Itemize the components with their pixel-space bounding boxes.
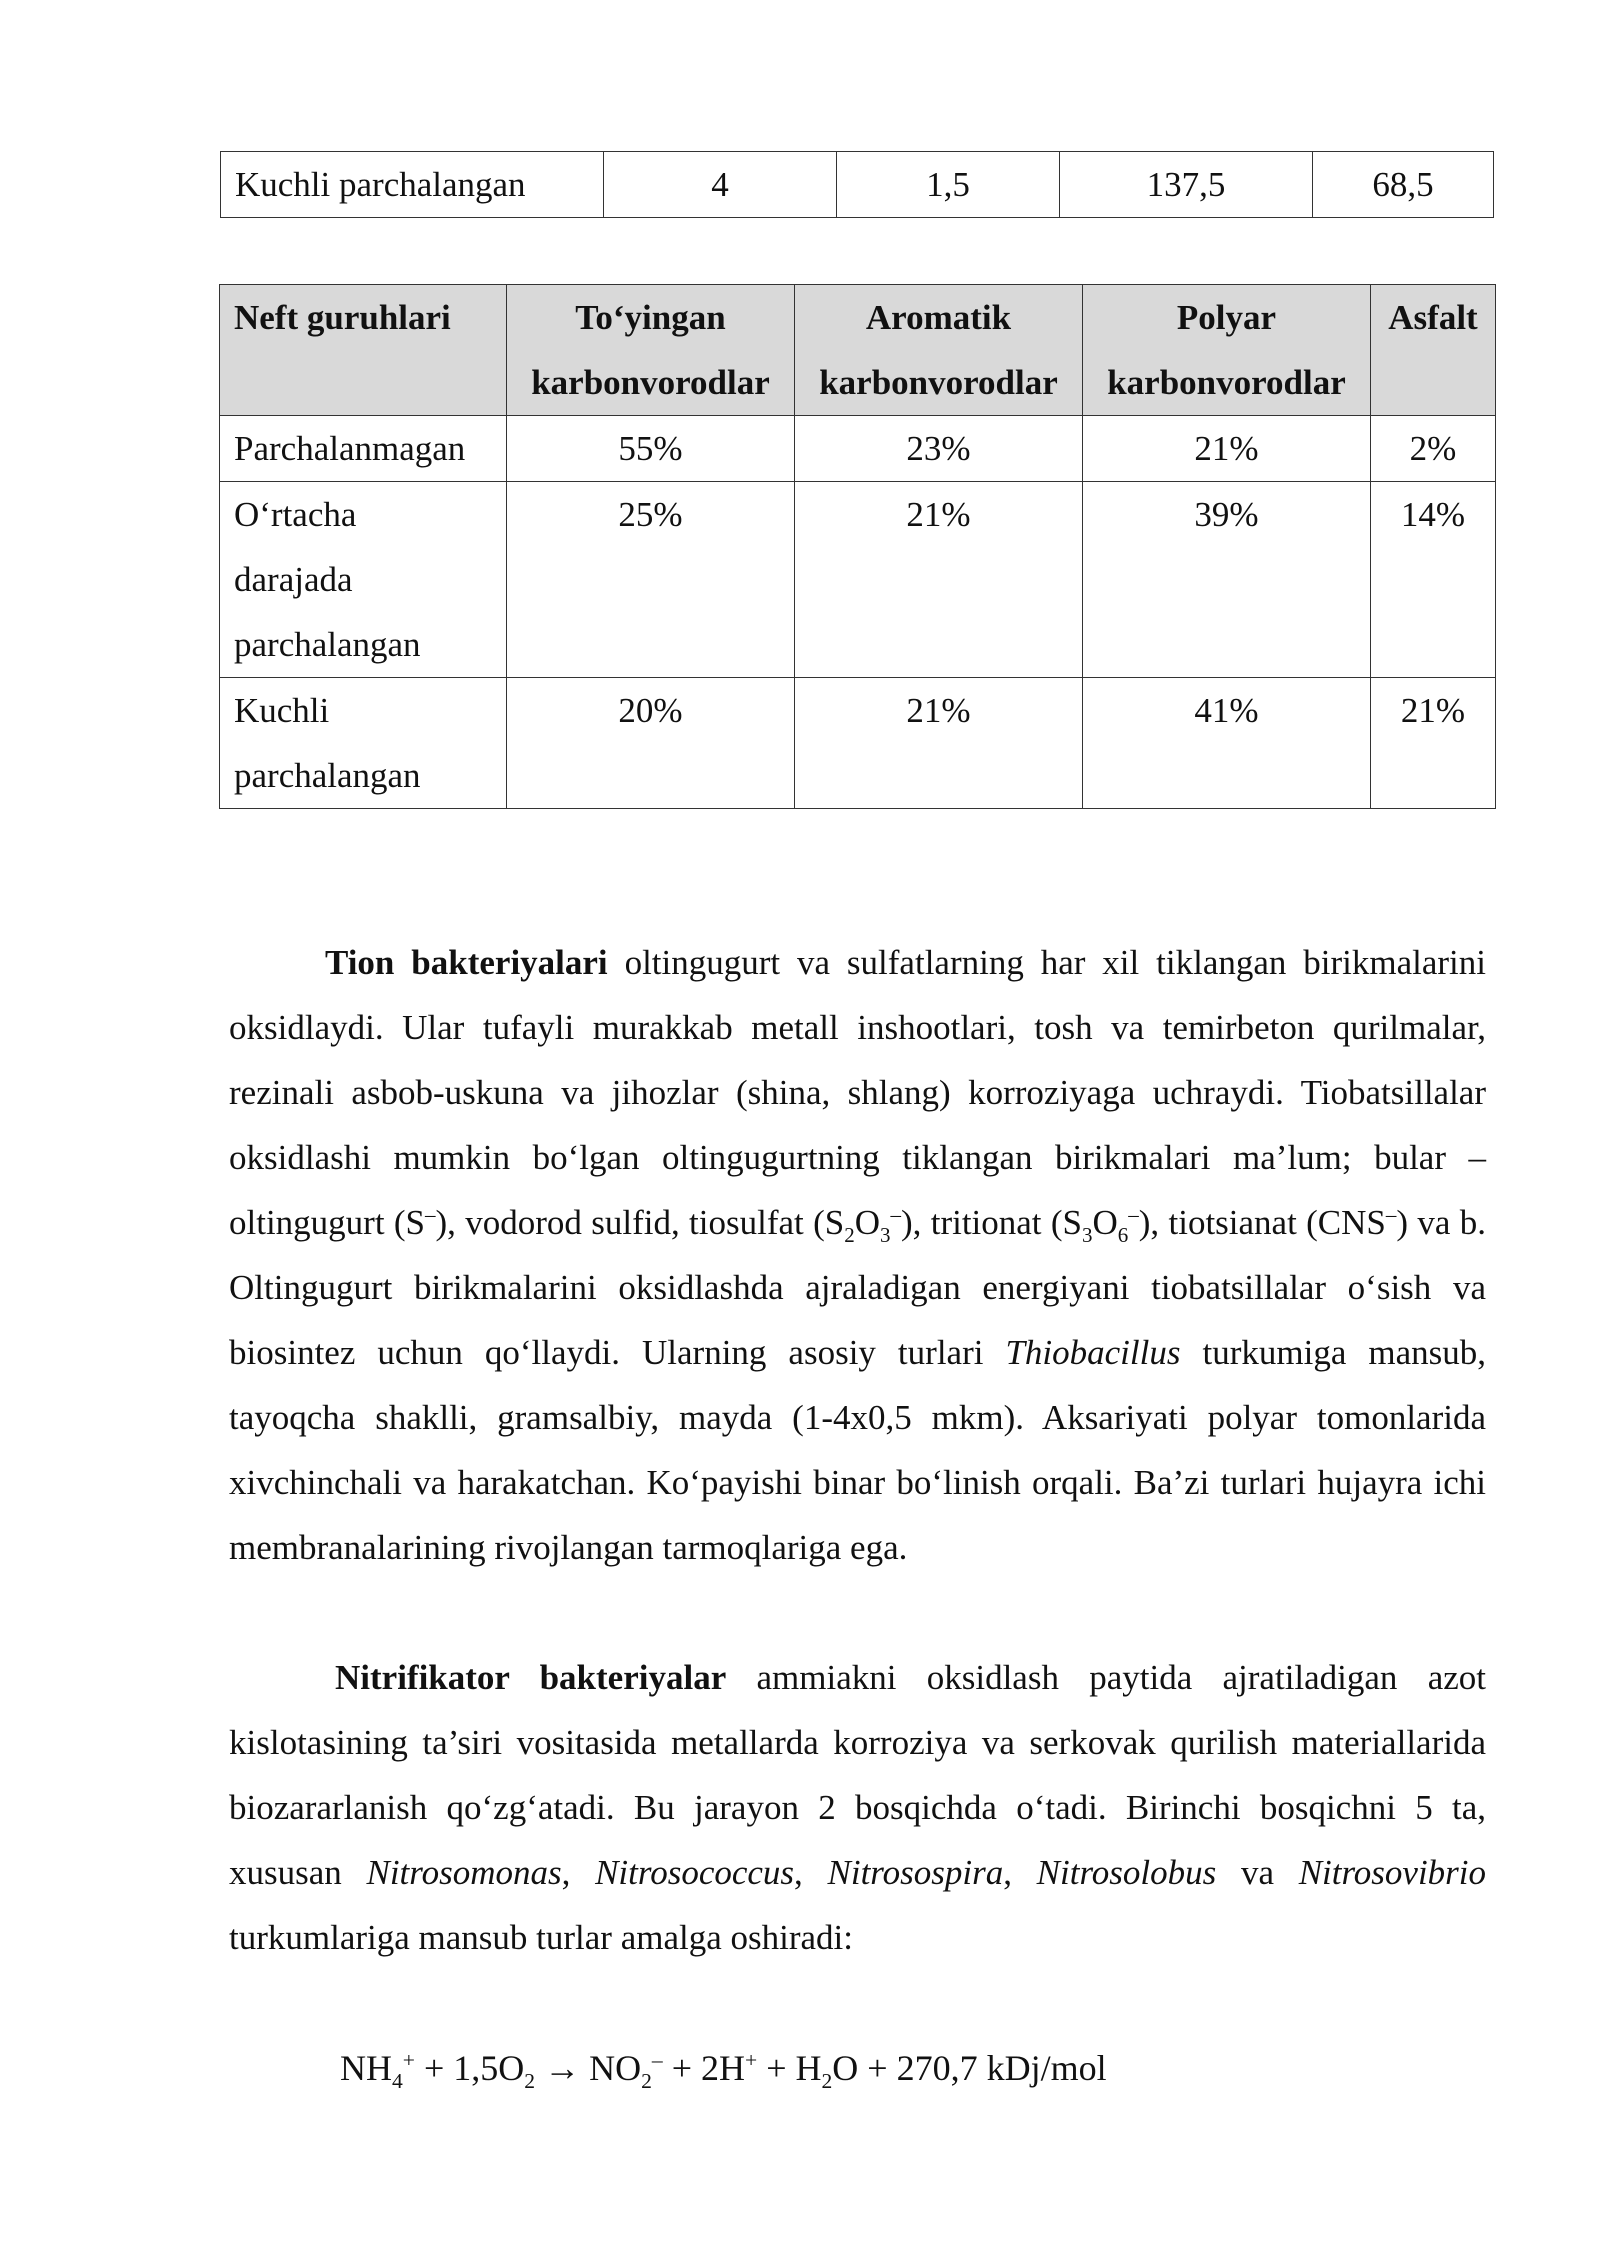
table-row: [220, 416, 1496, 482]
table-cell: 20%: [507, 678, 795, 809]
table-cell: 2%: [1371, 416, 1496, 482]
table-cell: 25%: [507, 482, 795, 678]
row-label: Kuchli parchalangan: [220, 678, 507, 809]
header-asphalt: Asfalt: [1371, 285, 1496, 416]
table-cell: 68,5: [1313, 152, 1494, 218]
table-cell: 55%: [507, 416, 795, 482]
genus-name: Thiobacillus: [1005, 1333, 1181, 1372]
table-cell: 39%: [1083, 482, 1371, 678]
table-cell: 1,5: [837, 152, 1060, 218]
header-aromatic: Aromatik karbonvorodlar: [795, 285, 1083, 416]
table-cell: 21%: [1083, 416, 1371, 482]
header-saturated: To‘yingan karbonvorodlar: [507, 285, 795, 416]
chemical-equation: $NH_4^+ + 1,5O_2 \to NO_2^- + 2H^+ + H_2O + 270,7$ kDj/mol: [340, 2048, 1107, 2094]
table-row: [220, 482, 1496, 678]
table-row: [221, 152, 1494, 218]
term-nitrifying-bacteria: Nitrifikator bakteriyalar: [335, 1658, 727, 1697]
header-oil-groups: Neft guruhlari: [220, 285, 507, 416]
paragraph-nitrifying-bacteria: Nitrifikator bakteriyalar ammiakni oksidlash paytida ajratiladigan azot kislotasining ta’siri vositasida metallarda korroziya va serkovak qurilish materiallarida biozararlanish qo‘zg‘atadi. Bu jarayon 2 bosqichda o‘tadi. Birinchi bosqichni 5 ta, xususan Nitrosomonas, Nitrosococcus, Nitrosospira, Nitrosolobus va Nitrosovibrio turkumlariga mansub turlar amalga oshiradi:: [229, 1658, 1487, 1957]
table-cell: 21%: [1371, 678, 1496, 809]
table-cell: 4: [604, 152, 837, 218]
header-polar: Polyar karbonvorodlar: [1083, 285, 1371, 416]
table-row: [220, 678, 1496, 809]
table-cell: 137,5: [1060, 152, 1313, 218]
table-cell: 21%: [795, 482, 1083, 678]
term-thion-bacteria: Tion bakteriyalari: [325, 943, 608, 982]
paragraph-thion-bacteria: Tion bakteriyalari oltingugurt va sulfatlarning har xil tiklangan birikmalarini oksidlaydi. Ular tufayli murakkab metall inshootlari, tosh va temirbeton qurilmalar, rezinali asbob-uskuna va jihozlar (shina, shlang) korroziyaga uchraydi. Tiobatsillalar oksidlashi mumkin bo‘lgan oltingugurtning tiklangan birikmalari ma’lum; bular – oltingugurt (S–), vodorod sulfid, tiosulfat $(S_2O_3^-)$, tritionat $(S_3O_6^-)$, tiotsianat (CNS–) va b. Oltingugurt birikmalarini oksidlashda ajraladigan energiyani tiobatsillalar o‘sish va biosintez uchun qo‘llaydi. Ularning asosiy turlari Thiobacillus turkumiga mansub, tayoqcha shaklli, gramsalbiy, mayda (1-4x0,5 mkm). Aksariyati polyar tomonlarida xivchinchali va harakatchan. Ko‘payishi binar bo‘linish orqali. Ba’zi turlari hujayra ichi membranalarining rivojlangan tarmoqlariga ega.: [229, 943, 1487, 1567]
row-label: O‘rtacha darajada parchalangan: [220, 482, 507, 678]
table-cell: 23%: [795, 416, 1083, 482]
row-label: Parchalanmagan: [220, 416, 507, 482]
table-cell: 14%: [1371, 482, 1496, 678]
table-cell: 41%: [1083, 678, 1371, 809]
oil-groups-table: [219, 284, 1496, 809]
row-label: Kuchli parchalangan: [221, 152, 604, 218]
table-cell: 21%: [795, 678, 1083, 809]
table-fragment: [220, 151, 1494, 218]
table-header-row: [220, 285, 1496, 416]
